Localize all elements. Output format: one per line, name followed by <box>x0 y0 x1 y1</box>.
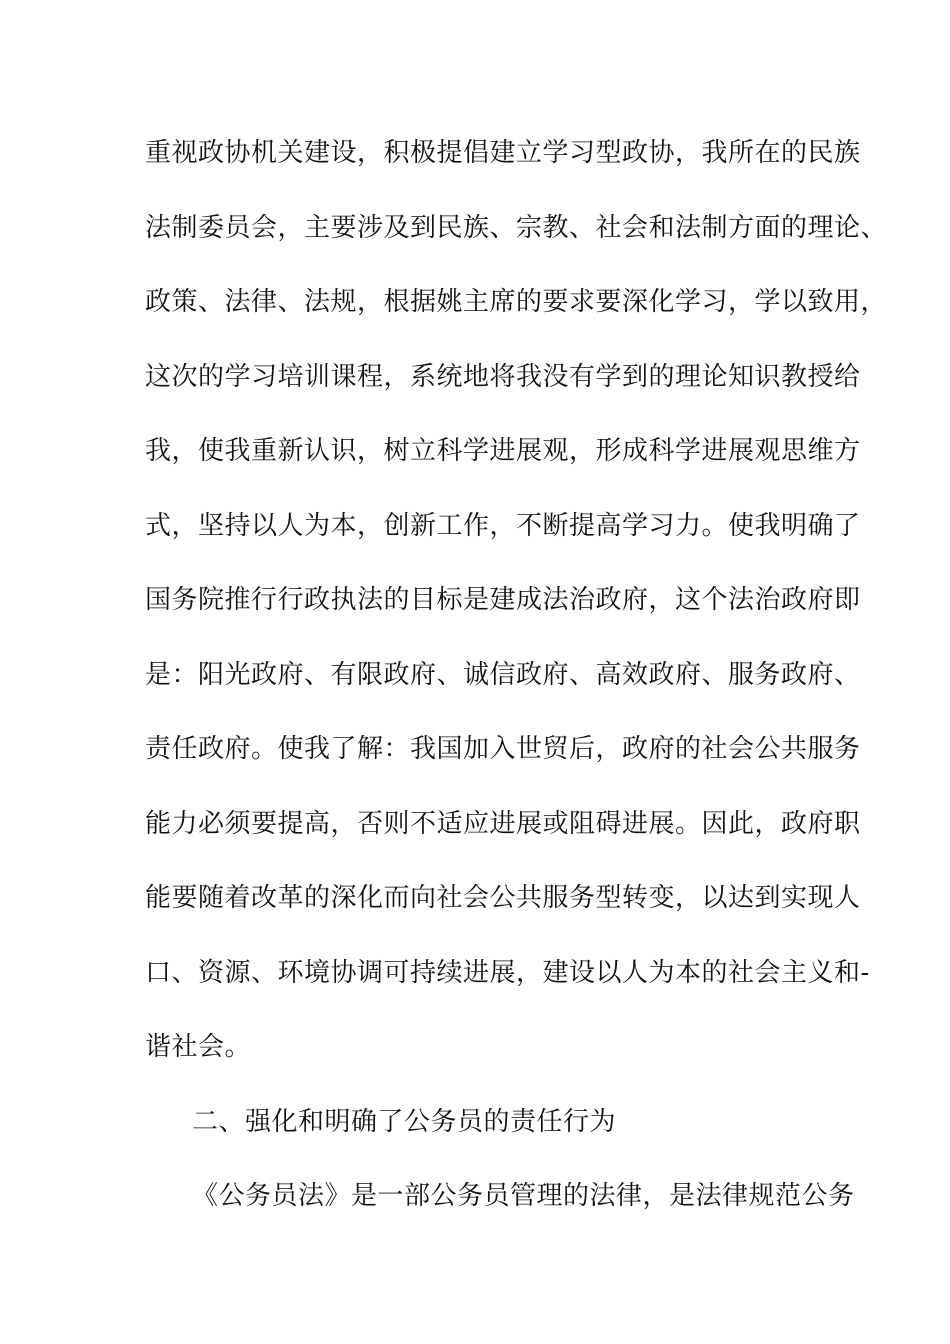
body-text-line: 是：阳光政府、有限政府、诚信政府、高效政府、服务政府、 <box>145 660 861 690</box>
body-text-line: 能力必须要提高，否则不适应进展或阻碍进展。因此，政府职 <box>145 809 861 839</box>
body-text-line: 法制委员会，主要涉及到民族、宗教、社会和法制方面的理论、 <box>145 213 888 243</box>
body-text-line: 这次的学习培训课程，系统地将我没有学到的理论知识教授给 <box>145 362 861 392</box>
body-text-line: 我，使我重新认识，树立科学进展观，形成科学进展观思维方 <box>145 436 861 466</box>
section-heading: 二、强化和明确了公务员的责任行为 <box>192 1107 617 1137</box>
body-text-line: 国务院推行行政执法的目标是建成法治政府，这个法治政府即 <box>145 585 861 615</box>
body-text-line: 口、资源、环境协调可持续进展，建设以人为本的社会主义和- <box>145 958 870 988</box>
body-text-line: 责任政府。使我了解：我国加入世贸后，政府的社会公共服务 <box>145 734 861 764</box>
body-text-line: 能要随着改革的深化而向社会公共服务型转变，以达到实现人 <box>145 883 861 913</box>
body-text-line: 《公务员法》是一部公务员管理的法律，是法律规范公务 <box>192 1181 855 1211</box>
body-text-line: 谐社会。 <box>145 1032 252 1062</box>
body-text-line: 政策、法律、法规，根据姚主席的要求要深化学习，学以致用， <box>145 287 888 317</box>
body-text-line: 重视政协机关建设，积极提倡建立学习型政协，我所在的民族 <box>145 138 861 168</box>
body-text-line: 式，坚持以人为本，创新工作，不断提高学习力。使我明确了 <box>145 511 861 541</box>
